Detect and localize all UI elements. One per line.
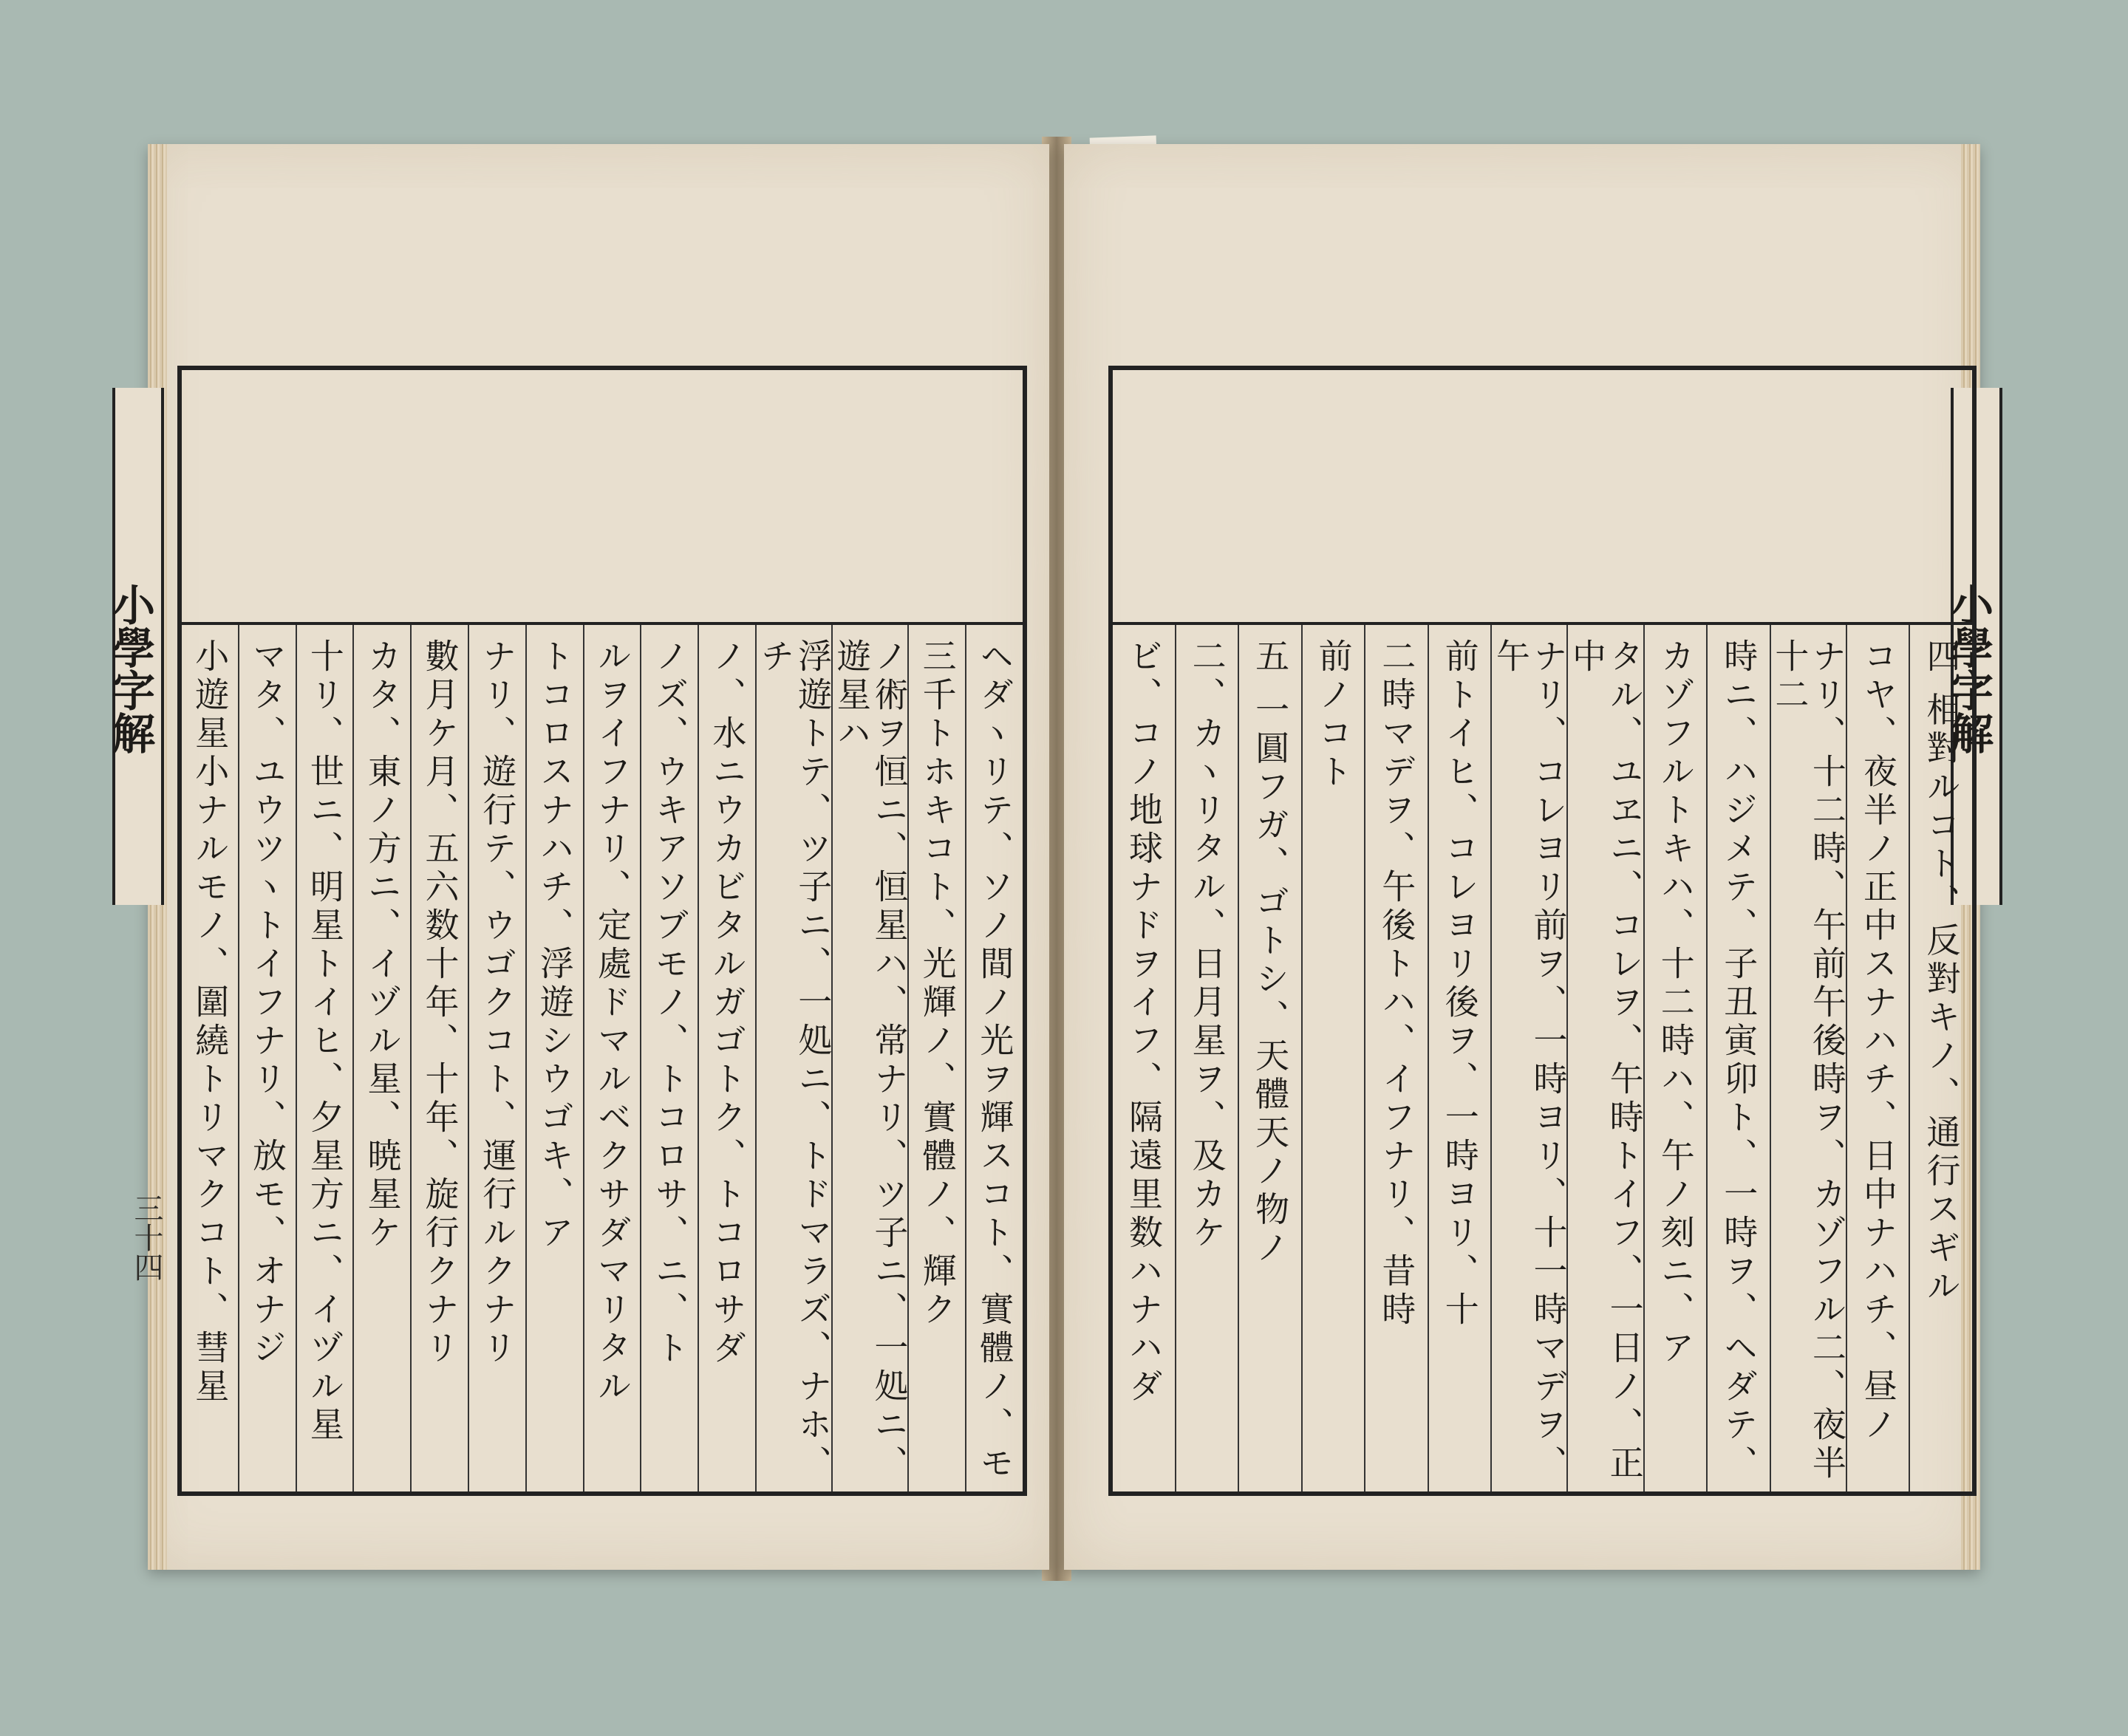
right-column (1175, 625, 1238, 1491)
column-text: 小遊星小ナルモノ、圍繞トリマクコト、彗星 (190, 638, 231, 1407)
right-column (1238, 625, 1301, 1491)
column-text: トコロスナハチ、浮遊シウゴキ、ア (535, 638, 576, 1253)
column-text: ノ術ヲ恒ニ、恒星ハ、常ナリ、ツ子ニ、一処ニ、遊星ハ (831, 638, 910, 1483)
left-page (105, 144, 1049, 1570)
left-column (468, 625, 525, 1491)
right-column (1113, 625, 1175, 1491)
right-column (1301, 625, 1365, 1491)
right-page (1064, 144, 1994, 1570)
column-text: 時ニ、ハジメテ、子丑寅卯ト、一時ヲ、ヘダテ、 (1719, 638, 1759, 1483)
column-text: マタ、ユウツヽトイフナリ、放モ、オナジ (248, 638, 288, 1368)
left-column (238, 625, 296, 1491)
left-column (583, 625, 641, 1491)
right-column (1428, 625, 1491, 1491)
left-blank-header (182, 370, 1023, 625)
right-column (1490, 625, 1569, 1491)
left-column (907, 625, 965, 1491)
left-column (755, 625, 831, 1491)
left-column (525, 625, 583, 1491)
right-column (1909, 625, 1972, 1491)
column-text: ビ、コノ地球ナドヲイフ、隔遠里数ハナハダ (1124, 638, 1164, 1407)
left-spine-title: 小學字解 (112, 388, 164, 905)
column-text: 四 相對ルコト、反對キノ、通行スギル (1921, 638, 1962, 1307)
left-column (296, 625, 353, 1491)
column-text: ノ、水ニウカビタルガゴトク、トコロサダ (707, 638, 748, 1368)
left-text-frame (177, 366, 1027, 1496)
right-column (1706, 625, 1770, 1491)
column-text: 浮遊トテ、ツ子ニ、一処ニ、トドマラズ、ナホ、チ (755, 638, 833, 1483)
column-text: コヤ、夜半ノ正中スナハチ、日中ナハチ、昼ノ (1858, 638, 1898, 1445)
column-text: 五 一圓フガ、ゴトシ、天體天ノ物ノ (1250, 638, 1291, 1268)
left-column (352, 625, 410, 1491)
right-column (1770, 625, 1846, 1491)
left-folio-number: 三十四 (129, 1193, 163, 1282)
column-text: ノズ、ウキアソブモノ、トコロサ、ニ、ト (649, 638, 690, 1368)
left-column (182, 625, 238, 1491)
column-text: 三千トホキコト、光輝ノ、實體ノ、輝ク (917, 638, 958, 1330)
column-text: ルヲイフナリ、定處ドマルベクサダマリタル (592, 638, 632, 1407)
column-text: ヘダヽリテ、ソノ間ノ光ヲ輝スコト、實體ノ、モ (975, 638, 1015, 1483)
column-text: 前ノコト (1313, 638, 1354, 792)
left-column (965, 625, 1023, 1491)
left-column (410, 625, 468, 1491)
column-text: 數月ケ月、五六数十年、十年、旋行クナリ (420, 638, 460, 1368)
right-text-frame (1108, 366, 1977, 1496)
open-book (105, 137, 1994, 1581)
column-text: タル、ユヱニ、コレヲ、午時トイフ、一日ノ、正中 (1567, 638, 1645, 1483)
left-column (831, 625, 910, 1491)
column-text: ナリ、遊行テ、ウゴクコト、運行ルクナリ (477, 638, 518, 1368)
right-columns (1113, 625, 1972, 1491)
right-column (1846, 625, 1909, 1491)
right-column (1643, 625, 1707, 1491)
column-text: カゾフルトキハ、十二時ハ、午ノ刻ニ、ア (1655, 638, 1696, 1368)
column-text: 前トイヒ、コレヨリ後ヲ、一時ヨリ、十 (1439, 638, 1480, 1330)
column-text: 二、カヽリタル、日月星ヲ、及カケ (1187, 638, 1227, 1253)
column-text: ナリ、コレヨリ前ヲ、一時ヨリ、十一時マデヲ、午 (1490, 638, 1569, 1483)
right-column (1566, 625, 1643, 1491)
left-column (640, 625, 698, 1491)
column-text: ナリ、十二時、午前午後時ヲ、カゾフル二、夜半十二 (1770, 638, 1847, 1483)
column-text: 二時マデヲ、午後トハ、イフナリ、昔時 (1377, 638, 1417, 1330)
right-blank-header (1113, 370, 1972, 625)
column-text: 十リ、世ニ、明星トイヒ、夕星方ニ、イヅル星 (304, 638, 345, 1445)
left-column (698, 625, 755, 1491)
left-columns (182, 625, 1023, 1491)
column-text: カタ、東ノ方ニ、イヅル星、暁星ケ (362, 638, 403, 1253)
right-spine-title: 小學字解 (1951, 388, 2002, 905)
right-column (1364, 625, 1428, 1491)
